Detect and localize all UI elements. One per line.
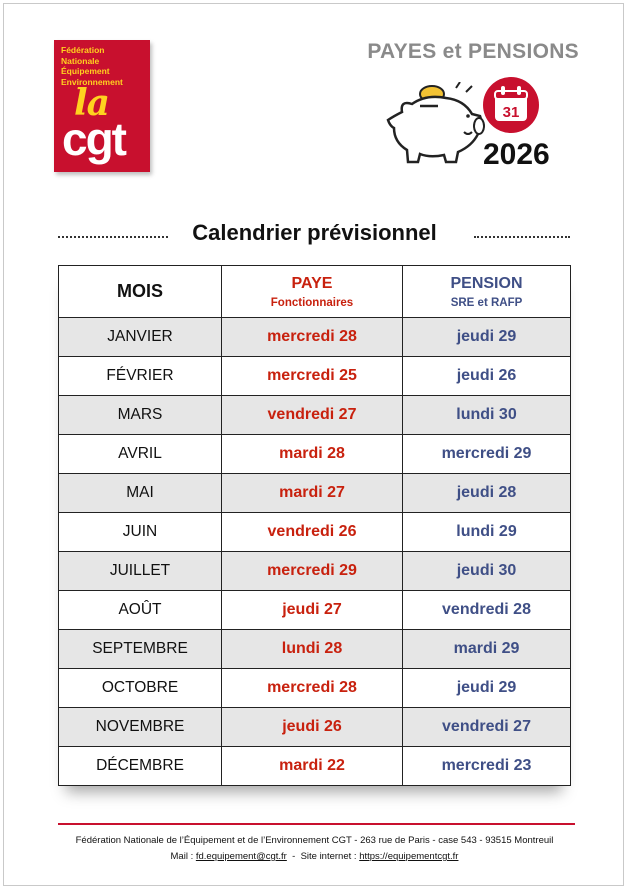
pension-cell: jeudi 26 bbox=[403, 357, 571, 396]
paye-cell: mardi 28 bbox=[222, 435, 403, 474]
mail-link[interactable]: fd.equipement@cgt.fr bbox=[195, 851, 287, 862]
pension-cell: mardi 29 bbox=[403, 630, 571, 669]
month-cell: AOÛT bbox=[59, 591, 222, 630]
table-row bbox=[59, 708, 571, 747]
header-pension bbox=[403, 266, 571, 318]
subtitle: Calendrier prévisionnel bbox=[192, 220, 437, 245]
table-row bbox=[59, 591, 571, 630]
header-mois: MOIS bbox=[59, 266, 222, 318]
pension-cell: lundi 30 bbox=[403, 396, 571, 435]
month-cell: JANVIER bbox=[59, 318, 222, 357]
pension-cell: mercredi 23 bbox=[403, 747, 571, 786]
calendar-table-wrapper bbox=[58, 265, 570, 786]
table-row bbox=[59, 513, 571, 552]
header-paye-label: PAYE bbox=[291, 274, 333, 292]
header-paye-sub: Fonctionnaires bbox=[270, 296, 354, 309]
paye-cell: mercredi 25 bbox=[222, 357, 403, 396]
pension-cell: vendredi 28 bbox=[403, 591, 571, 630]
paye-cell: lundi 28 bbox=[222, 630, 403, 669]
year: 2026 bbox=[483, 138, 550, 171]
calendar-icon bbox=[482, 76, 540, 134]
paye-cell: vendredi 27 bbox=[222, 396, 403, 435]
paye-cell: vendredi 26 bbox=[222, 513, 403, 552]
paye-cell: mercredi 29 bbox=[222, 552, 403, 591]
table-row bbox=[59, 474, 571, 513]
pension-cell: mercredi 29 bbox=[403, 435, 571, 474]
logo-la: la bbox=[74, 82, 110, 124]
table-row bbox=[59, 318, 571, 357]
month-cell: NOVEMBRE bbox=[59, 708, 222, 747]
month-cell: JUIN bbox=[59, 513, 222, 552]
month-cell: FÉVRIER bbox=[59, 357, 222, 396]
table-row bbox=[59, 747, 571, 786]
month-cell: OCTOBRE bbox=[59, 669, 222, 708]
footer-divider bbox=[58, 823, 575, 825]
month-cell: SEPTEMBRE bbox=[59, 630, 222, 669]
website-link[interactable]: https://equipementcgt.fr bbox=[359, 851, 459, 862]
subtitle-row bbox=[0, 220, 629, 250]
table-row bbox=[59, 357, 571, 396]
page-title: PAYES et PENSIONS bbox=[367, 40, 579, 63]
paye-cell: mercredi 28 bbox=[222, 669, 403, 708]
month-cell: AVRIL bbox=[59, 435, 222, 474]
month-cell: MARS bbox=[59, 396, 222, 435]
month-cell: MAI bbox=[59, 474, 222, 513]
logo-federation-text: Fédération Nationale Équipement Environnement bbox=[61, 45, 123, 87]
calendar-day: 31 bbox=[502, 104, 520, 121]
dotted-divider-right bbox=[474, 236, 570, 238]
paye-cell: jeudi 27 bbox=[222, 591, 403, 630]
footer bbox=[0, 833, 629, 865]
header-pension-sub: SRE et RAFP bbox=[450, 296, 523, 309]
month-cell: JUILLET bbox=[59, 552, 222, 591]
table-row bbox=[59, 630, 571, 669]
table-header-row bbox=[59, 266, 571, 318]
footer-address: Fédération Nationale de l’Équipement et de l’Environnement CGT - 263 rue de Paris - case 543 - 93515 Montreuil bbox=[75, 835, 554, 846]
header-paye bbox=[222, 266, 403, 318]
table-row bbox=[59, 396, 571, 435]
pension-cell: jeudi 30 bbox=[403, 552, 571, 591]
cgt-logo bbox=[54, 40, 150, 172]
paye-cell: mardi 22 bbox=[222, 747, 403, 786]
pension-cell: jeudi 28 bbox=[403, 474, 571, 513]
month-cell: DÉCEMBRE bbox=[59, 747, 222, 786]
site-label: - Site internet : bbox=[286, 851, 360, 862]
paye-cell: jeudi 26 bbox=[222, 708, 403, 747]
pension-cell: jeudi 29 bbox=[403, 669, 571, 708]
table-row bbox=[59, 435, 571, 474]
paye-cell: mercredi 28 bbox=[222, 318, 403, 357]
pension-cell: vendredi 27 bbox=[403, 708, 571, 747]
mail-label: Mail : bbox=[170, 851, 196, 862]
table-row bbox=[59, 669, 571, 708]
paye-cell: mardi 27 bbox=[222, 474, 403, 513]
footer-contact bbox=[0, 849, 629, 865]
header-pension-label: PENSION bbox=[450, 274, 523, 292]
logo-cgt: cgt bbox=[62, 113, 125, 165]
calendar-table bbox=[58, 265, 571, 786]
pension-cell: jeudi 29 bbox=[403, 318, 571, 357]
pension-cell: lundi 29 bbox=[403, 513, 571, 552]
table-row bbox=[59, 552, 571, 591]
piggy-bank-icon bbox=[380, 82, 490, 166]
